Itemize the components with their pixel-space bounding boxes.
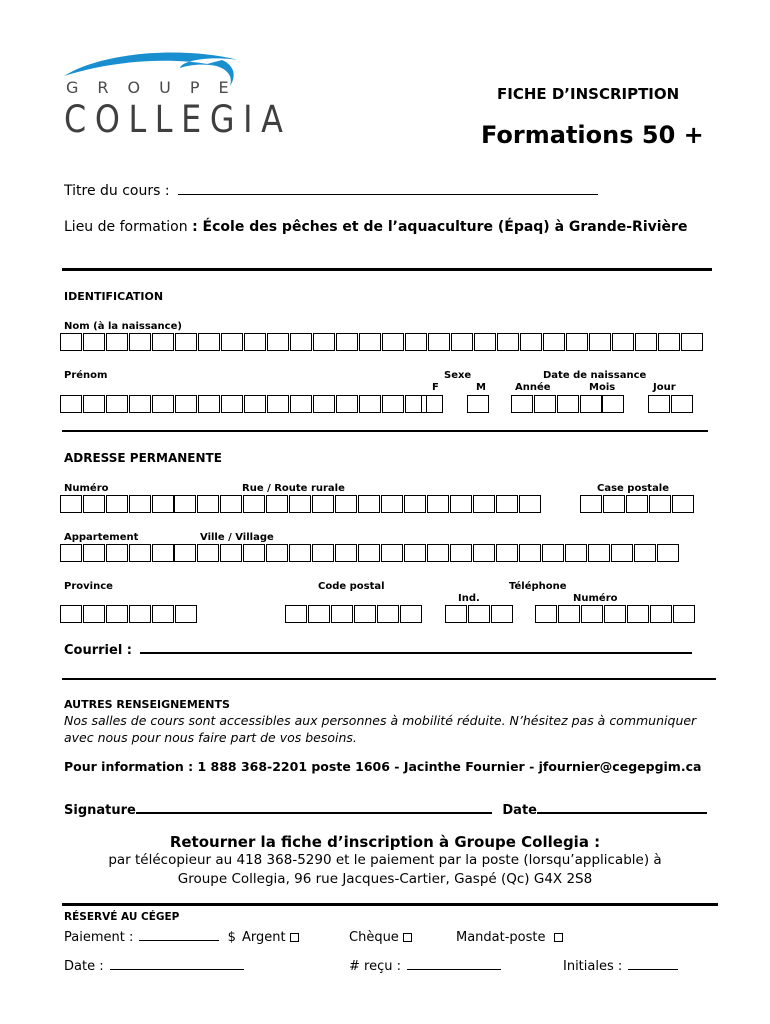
prenom-boxes[interactable] — [60, 395, 428, 413]
province-label: Province — [64, 581, 113, 592]
rue-boxes[interactable] — [174, 495, 542, 513]
annee-label: Année — [515, 382, 551, 393]
divider-2 — [62, 430, 708, 432]
cheque-label: Chèque — [349, 930, 399, 945]
mandat-label: Mandat-poste — [456, 930, 546, 945]
mandat-option[interactable] — [456, 930, 563, 945]
cheque-checkbox[interactable] — [403, 933, 412, 942]
info-text: Pour information : 1 888 368-2201 poste 1606 - Jacinthe Fournier - jfournier@cegepgim.ca — [64, 759, 702, 774]
retour-heading: Retourner la fiche d’inscription à Groupe Collegia : — [169, 833, 601, 851]
jour-boxes[interactable] — [648, 395, 694, 413]
retour-line2: Groupe Collegia, 96 rue Jacques-Cartier, Gaspé (Qc) G4X 2S8 — [177, 871, 593, 887]
argent-checkbox[interactable] — [290, 933, 299, 942]
sexe-f-box[interactable] — [421, 395, 444, 413]
form-title: Formations 50 + — [481, 121, 704, 149]
divider-1 — [62, 268, 712, 271]
paiement-label: Paiement : — [64, 930, 134, 945]
tel-numero-label: Numéro — [573, 593, 618, 604]
titre-cours-row — [64, 183, 598, 199]
case-label: Case postale — [597, 483, 670, 494]
nom-label: Nom (à la naissance) — [64, 321, 182, 332]
appartement-boxes[interactable] — [60, 544, 175, 562]
initiales-label: Initiales : — [563, 959, 623, 974]
date-label: Date — [502, 803, 537, 818]
titre-cours-label: Titre du cours : — [64, 183, 170, 199]
ville-boxes[interactable] — [174, 544, 680, 562]
retour-line1: par télécopieur au 418 368-5290 et le paiement par la poste (lorsqu’applicable) à — [108, 852, 662, 868]
lieu-value: : École des pêches et de l’aquaculture (Épaq) à Grande-Rivière — [192, 219, 688, 235]
reserve-date-row — [64, 959, 244, 974]
fiche-heading: FICHE D’INSCRIPTION — [497, 85, 680, 103]
annee-boxes[interactable] — [511, 395, 603, 413]
lieu-label: Lieu de formation — [64, 219, 188, 235]
titre-cours-field[interactable] — [178, 194, 598, 195]
lieu-row — [64, 219, 687, 235]
jour-label: Jour — [653, 382, 676, 393]
numero-boxes[interactable] — [60, 495, 175, 513]
sexe-m-box[interactable] — [467, 395, 490, 413]
dollar-sign: $ — [227, 930, 236, 945]
ind-label: Ind. — [458, 593, 480, 604]
reserve-heading: RÉSERVÉ AU CÉGEP — [64, 911, 180, 923]
date-naissance-label: Date de naissance — [543, 370, 647, 381]
sexe-f-label: F — [432, 382, 439, 393]
ind-boxes[interactable] — [445, 605, 514, 623]
autres-heading: AUTRES RENSEIGNEMENTS — [64, 698, 230, 711]
paiement-field[interactable] — [139, 940, 219, 941]
argent-label: Argent — [242, 930, 286, 945]
mois-label: Mois — [589, 382, 616, 393]
courriel-row — [64, 643, 692, 658]
numero-label: Numéro — [64, 483, 109, 494]
argent-option[interactable] — [242, 930, 299, 945]
adresse-heading: ADRESSE PERMANENTE — [64, 451, 222, 465]
cheque-option[interactable] — [349, 930, 412, 945]
logo-groupe: GROUPE — [66, 78, 248, 97]
divider-4 — [62, 903, 718, 906]
identification-heading: IDENTIFICATION — [64, 290, 164, 303]
courriel-field[interactable] — [140, 652, 692, 654]
autres-text: Nos salles de cours sont accessibles aux personnes à mobilité réduite. N’hésitez pas à communiquer avec nous pour nous faire part de vos besoins. — [64, 713, 697, 745]
initiales-row — [563, 959, 678, 974]
sexe-label: Sexe — [444, 370, 472, 381]
sexe-m-label: M — [476, 382, 486, 393]
divider-3 — [62, 678, 716, 680]
signature-field[interactable] — [136, 812, 492, 814]
mandat-checkbox[interactable] — [554, 933, 563, 942]
case-boxes[interactable] — [580, 495, 695, 513]
nom-boxes[interactable] — [60, 333, 704, 351]
paiement-row — [64, 930, 236, 945]
recu-field[interactable] — [407, 969, 501, 970]
rue-label: Rue / Route rurale — [242, 483, 345, 494]
logo-collegia: COLLEGIA — [64, 98, 292, 141]
signature-row — [64, 803, 707, 818]
reserve-date-field[interactable] — [110, 969, 244, 970]
recu-label: # reçu : — [349, 959, 401, 974]
prenom-label: Prénom — [64, 370, 108, 381]
telephone-label: Téléphone — [509, 581, 567, 592]
courriel-label: Courriel : — [64, 643, 133, 658]
reserve-date-label: Date : — [64, 959, 104, 974]
mois-boxes[interactable] — [602, 395, 625, 413]
tel-numero-boxes[interactable] — [535, 605, 696, 623]
appartement-label: Appartement — [64, 532, 139, 543]
recu-row — [349, 959, 501, 974]
signature-label: Signature — [64, 803, 136, 818]
ville-label: Ville / Village — [200, 532, 274, 543]
province-boxes[interactable] — [60, 605, 198, 623]
date-field[interactable] — [537, 812, 707, 814]
code-postal-boxes[interactable] — [285, 605, 423, 623]
initiales-field[interactable] — [628, 969, 678, 970]
code-postal-label: Code postal — [318, 581, 385, 592]
